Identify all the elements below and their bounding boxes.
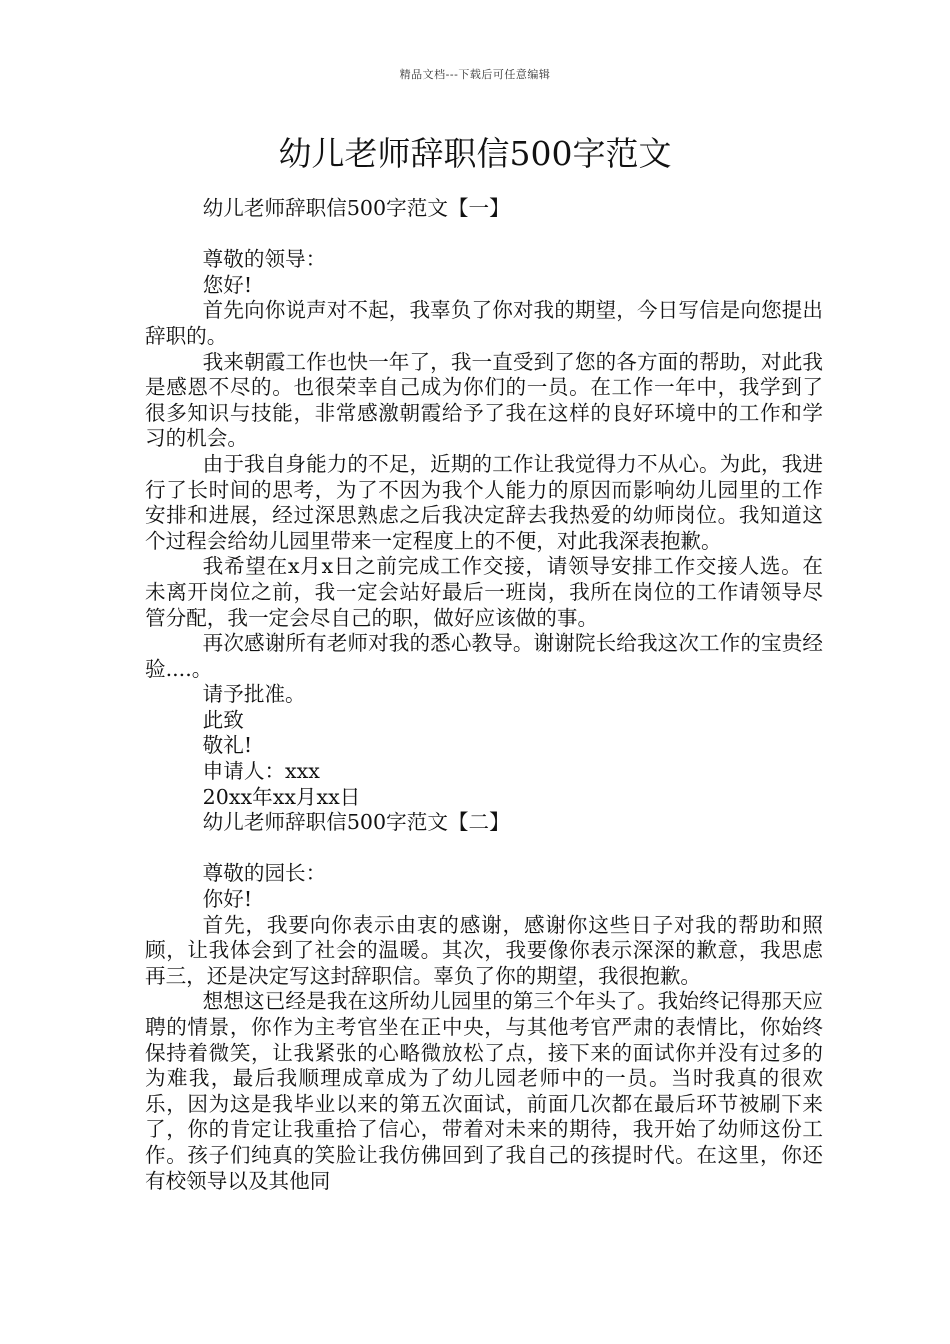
blank-line (145, 222, 823, 248)
paragraph: 我希望在x月x日之前完成工作交接，请领导安排工作交接人选。在未离开岗位之前，我一定会站好最后一班岗，我所在岗位的工作请领导尽管分配，我一定会尽自己的职，做好应该做的事。 (145, 554, 823, 630)
document-body (145, 196, 823, 1194)
date-line: 20xx年xx月xx日 (202, 784, 361, 809)
section-heading: 幼儿老师辞职信500字范文【二】 (202, 810, 510, 835)
section-heading: 幼儿老师辞职信500字范文【一】 (202, 196, 510, 220)
request-line: 请予批准。 (202, 682, 306, 707)
greeting: 你好! (202, 887, 253, 912)
paragraph: 首先，我要向你表示由衷的感谢，感谢你这些日子对我的帮助和照顾，让我体会到了社会的温暖。其次，我要像你表示深深的歉意，我思虑再三，还是决定写这封辞职信。辜负了你的期望，我很抱歉。 (145, 912, 823, 988)
salutation: 尊敬的领导： (202, 247, 327, 272)
paragraph: 想想这已经是我在这所幼儿园里的第三个年头了。我始终记得那天应聘的情景，你作为主考官坐在正中央，与其他考官严肃的表情比，你始终保持着微笑，让我紧张的心略微放松了点，接下来的面试你并没有过多的为难我，最后我顺理成章成为了幼儿园老师中的一员。当时我真的很欢乐，因为这是我毕业以来的第五次面试，前面几次都在最后环节被刷下来了，你的肯定让我重拾了信心，带着对未来的期待，我开始了幼师这份工作。孩子们纯真的笑脸让我仿佛回到了我自己的孩提时代。在这里，你还有校领导以及其他同 (145, 989, 823, 1193)
blank-line (145, 836, 823, 862)
document-title: 幼儿老师辞职信500字范文 (278, 134, 672, 173)
paragraph: 由于我自身能力的不足，近期的工作让我觉得力不从心。为此，我进行了长时间的思考，为了不因为我个人能力的原因而影响幼儿园里的工作安排和进展，经过深思熟虑之后我决定辞去我热爱的幼师岗位。我知道这个过程会给幼儿园里带来一定程度上的不便，对此我深表抱歉。 (145, 451, 823, 553)
closing-line: 此致 (202, 707, 244, 732)
greeting: 您好! (202, 272, 253, 297)
paragraph: 再次感谢所有老师对我的悉心教导。谢谢院长给我这次工作的宝贵经验....。 (145, 631, 823, 681)
page-header: 精品文档---下载后可任意编辑 (399, 68, 551, 81)
salutation: 尊敬的园长： (202, 861, 327, 886)
applicant-line: 申请人：xxx (202, 759, 320, 784)
paragraph: 我来朝霞工作也快一年了，我一直受到了您的各方面的帮助，对此我是感恩不尽的。也很荣幸自己成为你们的一员。在工作一年中，我学到了很多知识与技能，非常感激朝霞给予了我在这样的良好环境中的工作和学习的机会。 (145, 349, 823, 451)
closing-line: 敬礼! (202, 733, 253, 758)
paragraph: 首先向你说声对不起，我辜负了你对我的期望，今日写信是向您提出辞职的。 (145, 298, 823, 348)
